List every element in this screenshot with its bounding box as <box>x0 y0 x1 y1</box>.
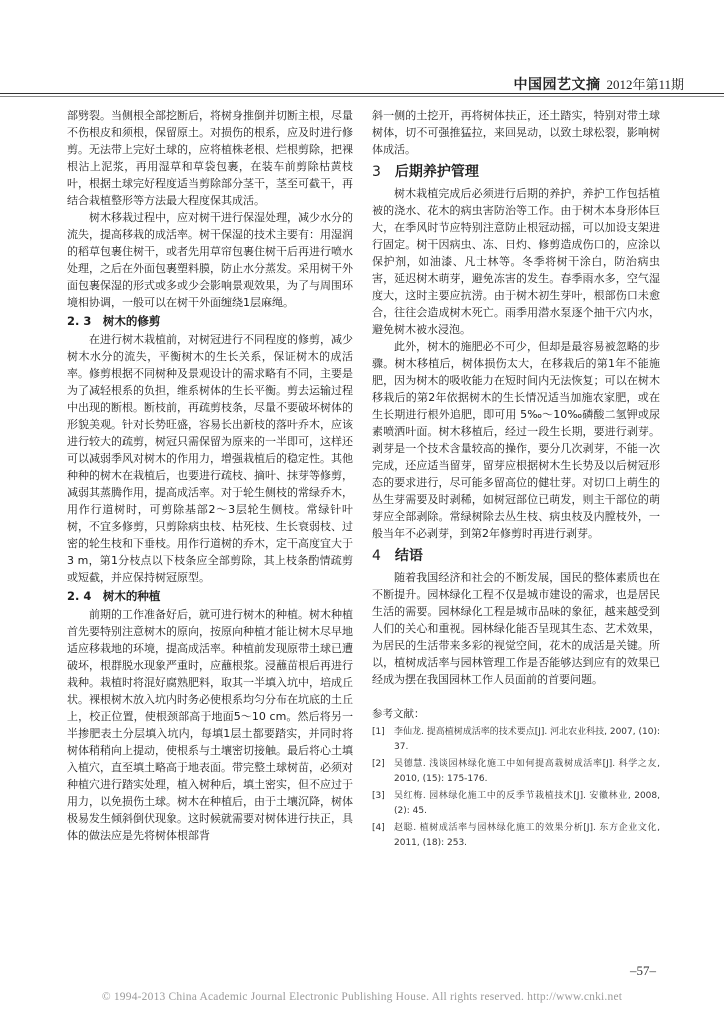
reference-text: 吴德慧. 浅谈园林绿化施工中如何提高栽树成活率[J]. 科学之友, 2010, (15): 175-176. <box>394 759 660 784</box>
section-heading-4 <box>372 546 660 566</box>
section-title: 结语 <box>394 548 423 564</box>
right-column <box>372 107 660 851</box>
reference-index: [3] <box>372 791 385 801</box>
paragraph: 在进行树木栽植前，对树冠进行不同程度的修剪，减少树木水分的流失，平衡树木的生长关系，保证树木的成活率。修剪根据不同树种及景观设计的需求略有不同，主要是为了减轻根系的负担，维系树体的生长平衡。剪去运输过程中出现的断根。断枝前，再疏剪枝条，尽量不要破坏树体的形貌美观。针对长势旺盛，容易长出新枝的落叶乔木，应该进行较大的疏剪，树冠只需保留为原来的一半即可，这样还可以减弱季风对树木的作用力，增强栽植后的稳定性。其他种种的树木在栽植后，也要进行疏枝、摘叶、抹芽等修剪，减弱其蒸腾作用，提高成活率。对于轮生侧枝的常绿乔木，用作行道树时，可剪除基部2～3层轮生侧枝。常绿针叶树，不宜多修剪，只剪除病虫枝、枯死枝、生长衰弱枝、过密的轮生枝和下垂枝。用作行道树的乔木，定干高度宜大于3 m，第1分枝点以下枝条应全部剪除，其上枝条酌情疏剪或短截，并应保持树冠原型。 <box>67 333 353 584</box>
paragraph: 树木移栽过程中，应对树干进行保湿处理，减少水分的流失，提高移栽的成活率。树干保湿的技术主要有：用湿润的稻草包裹住树干，或者先用草帘包裹住树干后再进行喷水处理，之后在外面包裹塑料膜，防止水分蒸发。采用树干外面包裹保湿的形式或多或少会影响景观效果，为了与周围环境相协调，一般可以在树干外面缠绕1层麻绳。 <box>67 211 353 309</box>
paragraph: 部劈裂。当侧根全部挖断后，将树身推倒并切断主根，尽量不伤根皮和须根，保留原土。对损伤的根系，应及时进行修剪。无法带上完好土球的，应将植株老根、烂根剪除，把裸根沾上泥浆，再用湿草和草袋包裹，在装车前剪除枯黄枝叶，根据土球完好程度适当剪除部分茎干，茎至可截干，再结合栽植整形等方法最大程度保其成活。 <box>67 109 353 207</box>
paragraph: 此外，树木的施肥必不可少，但却是最容易被忽略的步骤。树木移植后，树体损伤太大，在移栽后的第1年不能施肥，因为树木的吸收能力在短时间内无法恢复；可以在树木移栽后的第2年依据树木的生长情况适当加施农家肥，或在生长期进行根外追肥，即可用 5‰～10‰磷酸二氢钾或尿素喷洒叶面。树木移植后，经过一段生长期，要进行剥芽。剥芽是一个技术含量较高的操作，要分几次剥芽，不能一次完成，还应适当留芽，留芽应根据树木生长势及以后树冠形态的要求进行，尽可能多留高位的健壮芽。对切口上萌生的丛生芽需要及时剥稀，如树冠部位已萌发，则主干部位的萌芽应全部剥除。常绿树除去丛生枝、病虫枝及内膛枝外，一般当年不必剥芽，到第2年修剪时再进行剥芽。 <box>372 340 660 540</box>
reference-index: [1] <box>372 727 385 737</box>
reference-text: 赵聪. 植树成活率与园林绿化施工的效果分析[J]. 东方企业文化, 2011, (18): 253. <box>394 823 660 848</box>
section-title: 后期养护管理 <box>394 164 479 180</box>
reference-item <box>372 757 660 787</box>
paragraph: 树木栽植完成后必须进行后期的养护，养护工作包括植被的浇水、花木的病虫害防治等工作。由于树木本身形体巨大，在季风时节应特别注意防止根冠动摇，可以加设支架进行固定。树干因病虫、冻、日灼、修剪造成伤口的，应涂以保护剂，如油漆、凡士林等。冬季将树干涂白，防治病虫害，延迟树木萌芽，避免冻害的发生。春季雨水多，空气湿度大，这时主要应抗涝。由于树木初生芽叶，根部伤口未愈合，往往会造成树木死亡。雨季用潜水泵逐个抽干穴内水，避免树木被水浸泡。 <box>372 187 660 336</box>
paragraph: 随着我国经济和社会的不断发展，国民的整体素质也在不断提升。园林绿化工程不仅是城市建设的需求，也是居民生活的需要。园林绿化工程是城市品味的象征，越来越受到人们的关心和重视。园林绿化能否呈现其生态、艺术效果，为居民的生活带来多彩的视觉空间，花木的成活是关键。所以，植树成活率与园林管理工作是否能够达到应有的效果已经成为摆在我国园林工作人员面前的首要问题。 <box>372 571 660 686</box>
left-column <box>67 107 353 844</box>
page-header <box>0 72 724 92</box>
section-heading-3 <box>372 162 660 182</box>
reference-index: [2] <box>372 759 385 769</box>
journal-name: 中国园艺文摘 <box>513 77 601 93</box>
reference-text: 吴红梅. 园林绿化施工中的反季节栽植技术[J]. 安徽林业, 2008, (2): 45. <box>394 791 660 816</box>
reference-index: [4] <box>372 823 385 833</box>
reference-item <box>372 725 660 755</box>
header-rule <box>0 93 724 94</box>
section-number: 3 <box>372 164 381 180</box>
reference-text: 李仙龙. 提高植树成活率的技术要点[J]. 河北农业科技, 2007, (10): 37. <box>394 727 660 752</box>
references-title: 参考文献： <box>372 708 425 720</box>
page-number: –57– <box>630 963 656 978</box>
section-heading-2-3: 2. 3 树木的修剪 <box>67 314 161 328</box>
paragraph: 前期的工作准备好后，就可进行树木的种植。树木种植首先要特别注意树木的原向，按原向种植才能让树木尽早地适应移栽地的环境，提高成活率。种植前发现原带土球已遭破坏，根群脱水现象严重时，应蘸根浆。浸蘸苗根后再进行栽种。栽植时将混好腐熟肥料，取其一半填入坑中，培成丘状。裸根树木放入坑内时务必使根系均匀分布在坑底的土丘上，校正位置，使根颈部高于地面5～10 cm。然后将另一半掺肥表土分层填入坑内，每填1层土都要踏实，并同时将树体稍稍向上提动，使根系与土壤密切接触。最后将心土填入植穴，直至填土略高于地表面。带完整土球树苗，必须对种植穴进行踏实处理，植入树种后，填土密实，但不应过于用力，以免损伤土球。树木在种植后，由于土壤沉降，树体极易发生倾斜倒伏现象。这时候就需要对树体进行扶正，具体的做法应是先将树体根部背 <box>67 608 353 842</box>
section-number: 4 <box>372 548 381 564</box>
section-heading-2-4: 2. 4 树木的种植 <box>67 589 161 603</box>
reference-item <box>372 789 660 819</box>
issue-label: 2012年第11期 <box>606 77 684 92</box>
reference-item <box>372 821 660 851</box>
journal-header <box>513 74 684 94</box>
copyright-footer: © 1994-2013 China Academic Journal Electronic Publishing House. All rights reserved. http://www.cnki.net <box>101 991 623 1003</box>
header-rule-thin <box>0 96 724 97</box>
paragraph: 斜一侧的土挖开，再将树体扶正，还土踏实，特别对带土球树体，切不可强推猛拉，来回晃动，以致土球松裂，影响树体成活。 <box>372 109 660 156</box>
